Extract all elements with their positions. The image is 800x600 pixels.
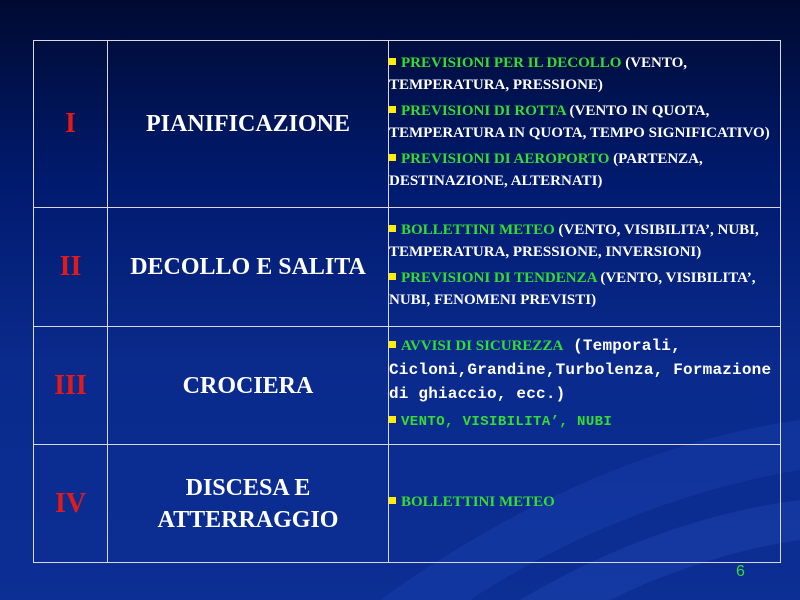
item-highlight: PREVISIONI DI ROTTA <box>401 103 566 119</box>
item-highlight: PREVISIONI PER IL DECOLLO <box>401 55 622 71</box>
item-highlight: PREVISIONI DI TENDENZA <box>401 270 597 286</box>
table-row <box>34 445 781 563</box>
phase-number: I <box>34 41 108 208</box>
phases-table <box>33 40 781 563</box>
item-highlight: BOLLETTINI METEO <box>401 222 555 238</box>
item-detail: (PARTENZA, DESTINAZIONE, ALTERNATI) <box>389 151 703 189</box>
item-detail: (VENTO, VISIBILITA’, NUBI, TEMPERATURA, PRESSIONE, INVERSIONI) <box>389 222 759 260</box>
item-detail: (VENTO, VISIBILITA’, NUBI, FENOMENI PREVISTI) <box>389 270 756 308</box>
list-item <box>389 148 780 192</box>
page-number: 6 <box>736 563 745 580</box>
bullet-icon <box>389 58 396 65</box>
list-item <box>389 219 780 263</box>
phase-name: PIANIFICAZIONE <box>108 41 389 208</box>
list-item <box>389 334 780 406</box>
phase-number: IV <box>34 445 108 563</box>
bullet-icon <box>389 416 396 423</box>
bullet-icon <box>389 273 396 280</box>
phase-number: II <box>34 208 108 327</box>
item-detail: (VENTO IN QUOTA, TEMPERATURA IN QUOTA, TEMPO SIGNIFICATIVO) <box>389 103 770 141</box>
item-detail: (Temporali, Cicloni,Grandine,Turbolenza, Formazione di ghiaccio, ecc.) <box>389 337 772 403</box>
table-row <box>34 327 781 445</box>
phase-name: CROCIERA <box>108 327 389 445</box>
list-item <box>389 100 780 144</box>
phase-info <box>389 41 781 208</box>
phase-info <box>389 445 781 563</box>
phase-name: DISCESA E ATTERRAGGIO <box>108 445 389 563</box>
item-highlight: BOLLETTINI METEO <box>401 493 555 510</box>
list-item <box>389 410 780 433</box>
item-detail: (VENTO, TEMPERATURA, PRESSIONE) <box>389 55 688 93</box>
item-highlight: VENTO, VISIBILITA’, NUBI <box>401 414 613 430</box>
phase-name: DECOLLO E SALITA <box>108 208 389 327</box>
item-highlight: PREVISIONI DI AEROPORTO <box>401 151 610 167</box>
item-highlight: AVVISI DI SICUREZZA <box>401 338 564 354</box>
phase-info <box>389 327 781 445</box>
bullet-icon <box>389 497 396 504</box>
list-item <box>389 267 780 311</box>
bullet-icon <box>389 341 396 348</box>
list-item <box>389 491 780 513</box>
list-item <box>389 52 780 96</box>
phase-number: III <box>34 327 108 445</box>
bullet-icon <box>389 154 396 161</box>
table-row <box>34 208 781 327</box>
phase-info <box>389 208 781 327</box>
table-row <box>34 41 781 208</box>
bullet-icon <box>389 106 396 113</box>
bullet-icon <box>389 225 396 232</box>
